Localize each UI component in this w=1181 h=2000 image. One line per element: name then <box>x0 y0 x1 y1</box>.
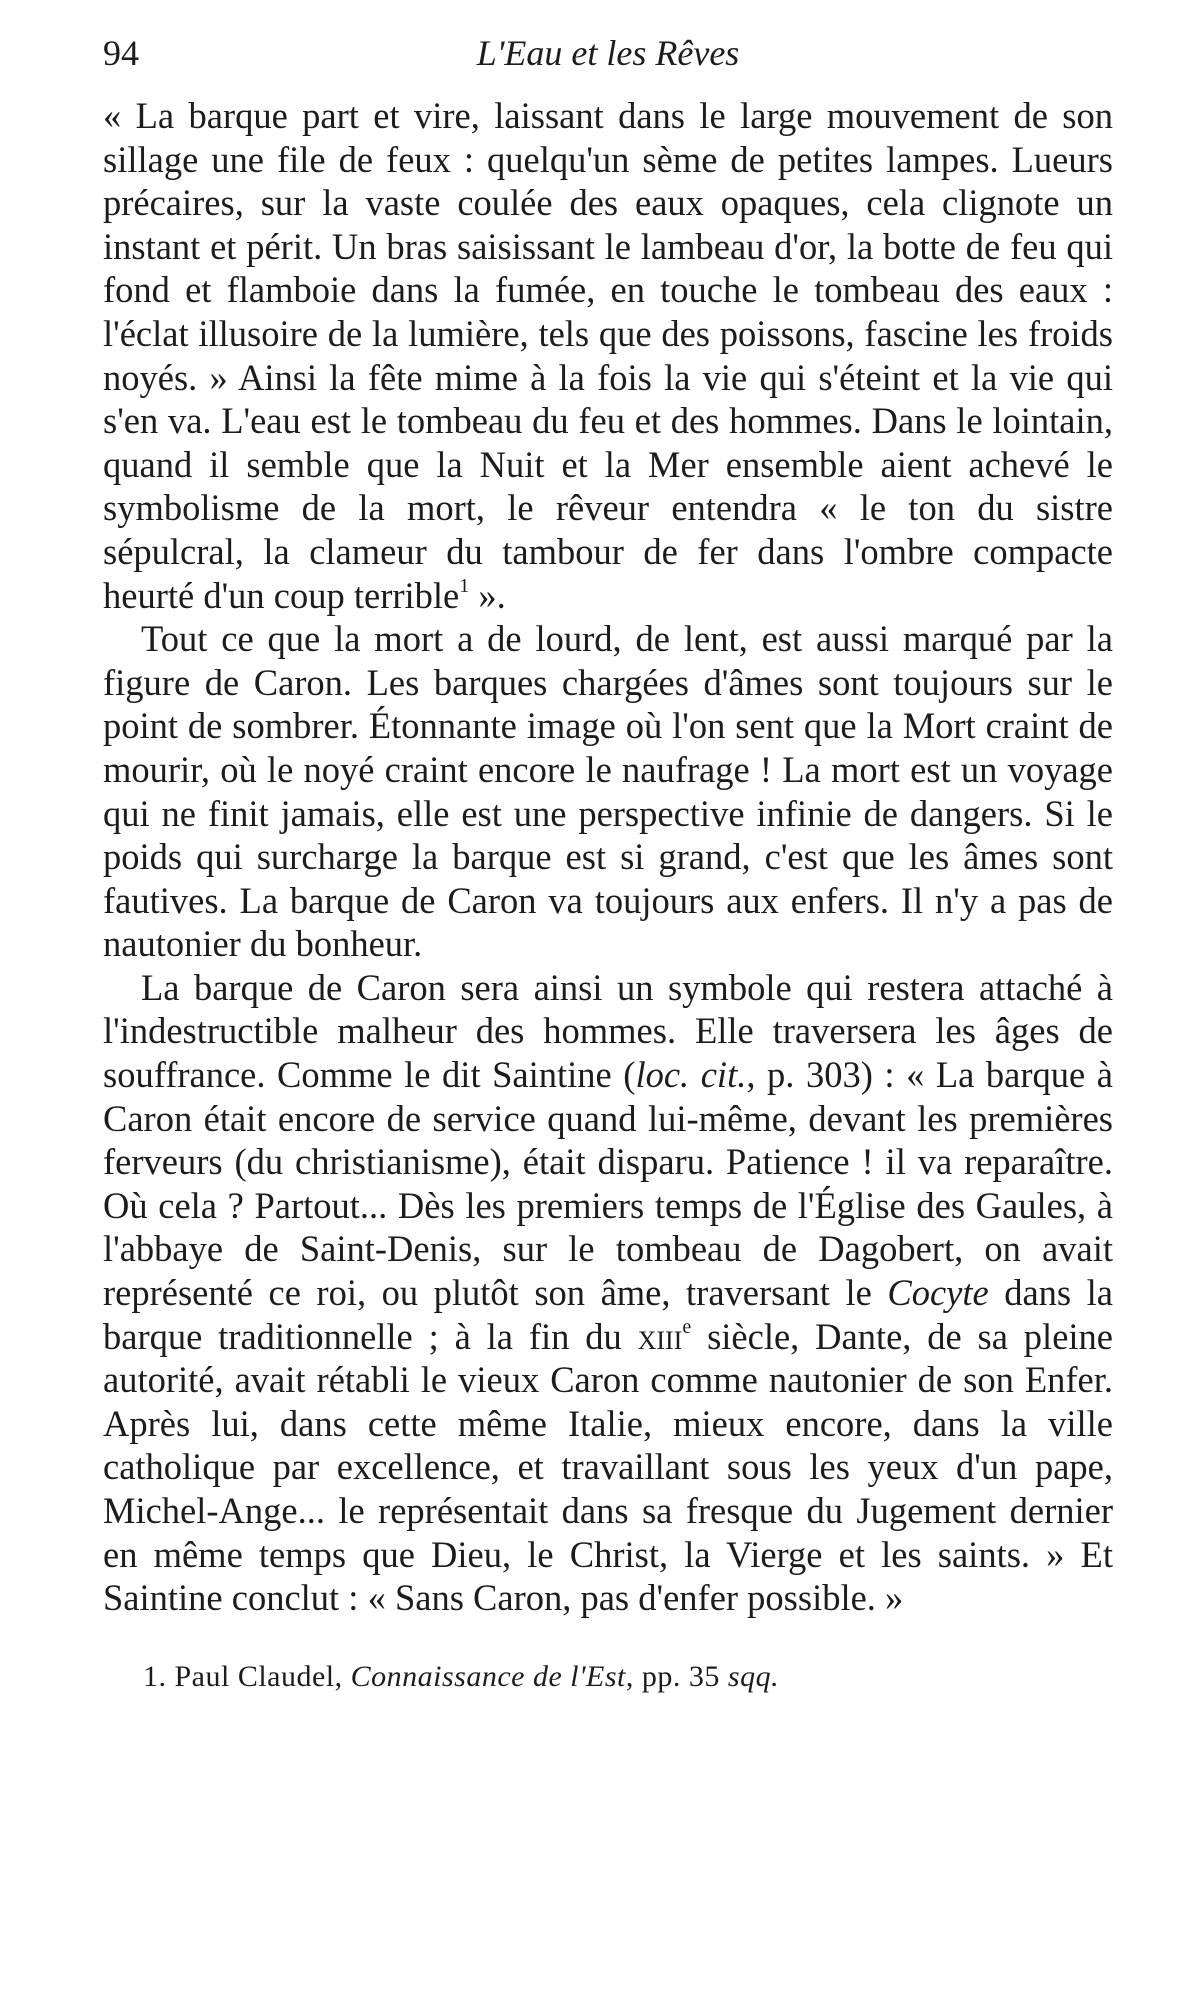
paragraph-1-text: « La barque part et vire, laissant dans le large mouvement de son sillage une file de feux : quelqu'un sème de petites lampes. Lueurs précaires, sur la vaste coulée des eaux opaques, cela clignote un instant et périt. Un bras saisissant le lambeau d'or, la botte de feu qui fond et flamboie dans la fumée, en touche le tombeau des eaux : l'éclat illusoire de la lumière, tels que des poissons, fascine les froids noyés. » Ainsi la fête mime à la fois la vie qui s'éteint et la vie qui s'en va. L'eau est le tombeau du feu et des hommes. Dans le lointain, quand il semble que la Nuit et la Mer ensemble aient achevé le symbolisme de la mort, le rêveur entendra « le ton du sistre sépulcral, la clameur du tambour de fer dans l'ombre compacte heurté d'un coup terrible <box>103 95 1113 616</box>
loc-cit: loc. cit. <box>635 1054 747 1096</box>
footnote-number: 1. <box>143 1659 167 1693</box>
century-numeral: xiii <box>637 1315 683 1357</box>
paragraph-2: Tout ce que la mort a de lourd, de lent, est aussi marqué par la figure de Caron. Les barques chargées d'âmes sont toujours sur le point de sombrer. Étonnante image où l'on sent que la Mort craint de mourir, où le noyé craint encore le naufrage ! La mort est un voyage qui ne finit jamais, elle est une perspective infinie de dangers. Si le poids qui surcharge la barque est si grand, c'est que les âmes sont fautives. La barque de Caron va toujours aux enfers. Il n'y a pas de nautonier du bonheur. <box>103 618 1113 965</box>
running-head <box>103 28 1113 78</box>
page-number: 94 <box>103 33 139 73</box>
paragraph-3-part-1: La barque de Caron sera ainsi un symbole qui restera attaché à l'indestructible malheur des hommes. Elle traversera les âges de souffrance. Comme le dit Saintine ( <box>103 966 1113 1096</box>
footnote-title: Connaissance de l'Est <box>350 1659 626 1693</box>
footnote-sqq: sqq. <box>727 1659 780 1693</box>
footnote <box>103 1658 1113 1696</box>
footnote-pages: , pp. 35 <box>625 1659 728 1693</box>
paragraph-1-tail: ». <box>469 574 506 616</box>
footnote-reference: 1 <box>459 574 470 597</box>
footnote-author: Paul Claudel, <box>174 1659 343 1693</box>
paragraph-3-part-4: siècle, Dante, de sa pleine autorité, avait rétabli le vieux Caron comme nautonier de son Enfer. Après lui, dans cette même Italie, mieux encore, dans la ville catholique par excellence, et travaillant sous les yeux d'un pape, Michel-Ange... le représentait dans sa fresque du Jugement dernier en même temps que Dieu, le Christ, la Vierge et les saints. » Et Saintine conclut : « Sans Caron, pas d'enfer possible. » <box>103 1315 1113 1619</box>
body-text <box>103 94 1113 1620</box>
running-title: L'Eau et les Rêves <box>476 33 740 73</box>
book-page <box>103 28 1113 1696</box>
paragraph-3 <box>103 966 1113 1620</box>
century-superscript: e <box>682 1315 692 1338</box>
paragraph-3-part-2: , p. 303) : « La barque à Caron était encore de service quand lui-même, devant les premières ferveurs (du christianisme), était disparu. Patience ! il va reparaître. Où cela ? Partout... Dès les premiers temps de l'Église des Gaules, à l'abbaye de Saint-Denis, sur le tombeau de Dagobert, on avait représenté ce roi, ou plutôt son âme, traversant le <box>103 1054 1113 1314</box>
paragraph-3-part-3: dans la barque traditionnelle ; à la fin du <box>103 1272 1113 1357</box>
paragraph-1 <box>103 94 1113 617</box>
cocyte: Cocyte <box>887 1272 989 1314</box>
